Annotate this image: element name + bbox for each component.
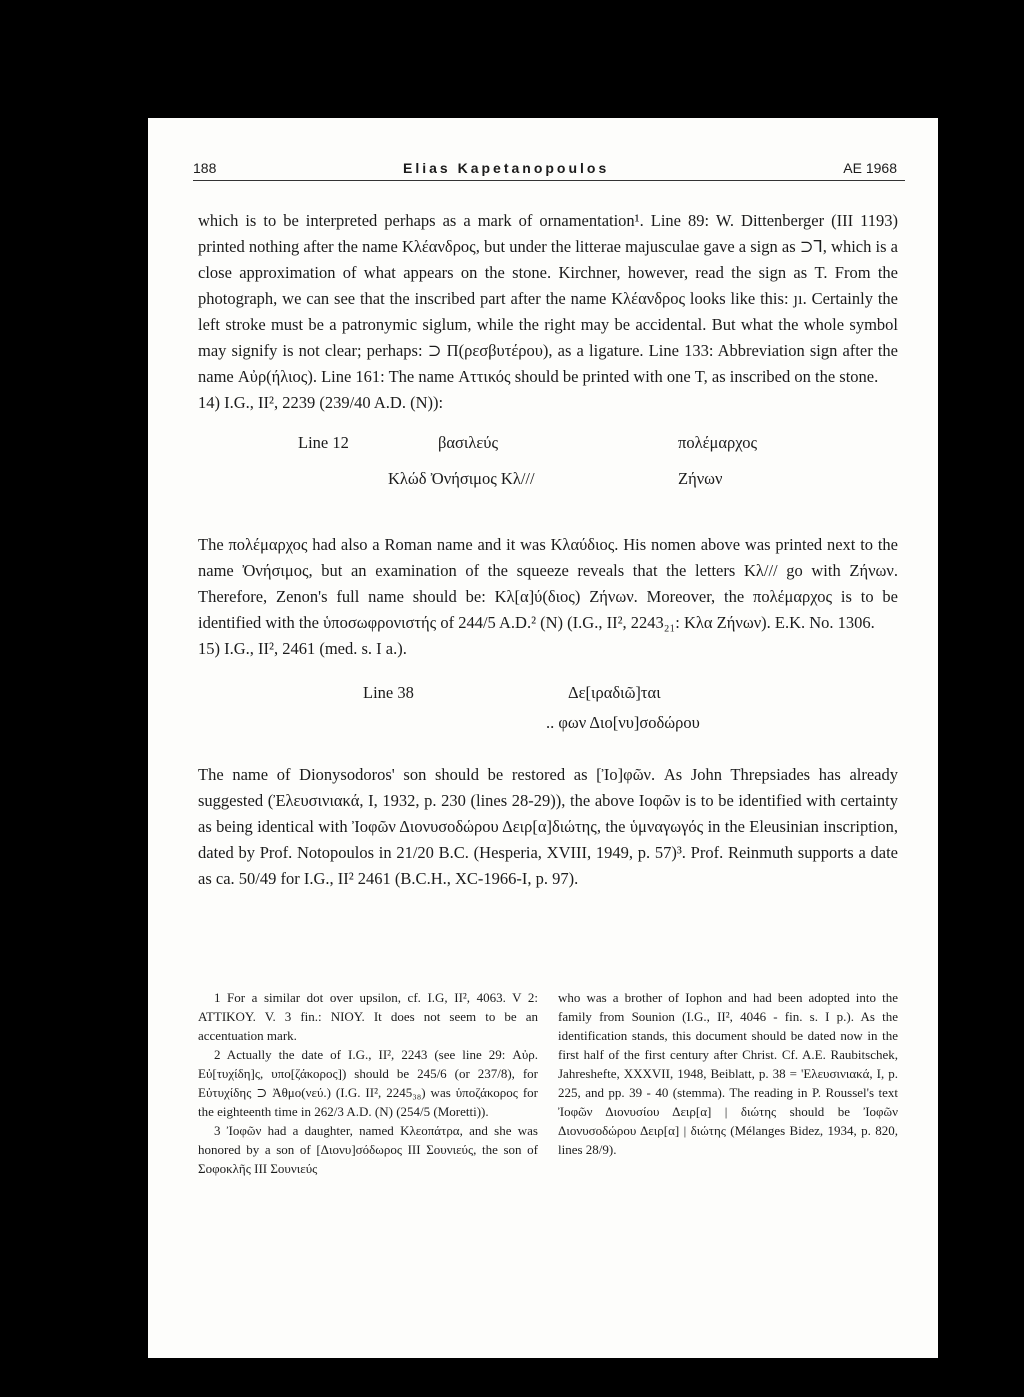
inscription-excerpt-14 xyxy=(198,430,898,510)
running-header xyxy=(193,160,905,181)
main-text xyxy=(198,208,898,892)
journal-page xyxy=(148,118,938,1358)
page-number: 188 xyxy=(193,160,217,176)
line-label: Line 38 xyxy=(363,683,414,702)
paragraph-continued: which is to be interpreted perhaps as a mark of ornamentation¹. Line 89: W. Dittenberger (III 1193) printed nothing after the name Κλέανδρος, but under the litterae majusculae gave a sign as ⊃⅂, which is a close approximation of what appears on the stone. Kirchner, however, read the sign as Τ. From the photograph, we can see that the inscribed part after the name Κλέανδρος looks like this: ȷı. Certainly the left stroke must be a patronymic siglum, while the right may be accidental. But what the whole symbol may signify is not clear; perhaps: ⊃ Π(ρεσβυτέρου), as a ligature. Line 133: Abbreviation sign after the name Αὐρ(ήλιος). Line 161: The name Αττικός should be printed with one Τ, as inscribed on the stone. xyxy=(198,211,898,386)
inscription-text: Ζήνων xyxy=(678,469,723,488)
footnote-2: 2 Actually the date of I.G., II², 2243 (see line 29: Αὐρ. Εὐ[τυχίδη]ς, υπο[ζάκορος]) should be 245/6 (or 237/8), for Εὐτυχίδης ⊃ Ἀθμο(νεύ.) (I.G. II², 2245₃₈) was ὑποζάκορος for the eighteenth time in 262/3 A.D. (N) (254/5 (Moretti)). xyxy=(198,1047,538,1119)
paragraph-polemarchos: The πολέμαρχος had also a Roman name and it was Κλαύδιος. His nomen above was printed next to the name Ὀνήσιμος, but an examination of the squeeze reveals that the letters Κλ/// go with Ζήνων. Therefore, Zenon's full name should be: Κλ[α]ύ(διος) Ζήνων. Moreover, the πολέμαρχος is to be identified with the ὑποσωφρονιστής of 244/5 A.D.² (N) (I.G., II², 2243₂₁: Κλα Ζήνων). E.K. No. 1306. xyxy=(198,535,898,632)
inscription-text: Δε[ιραδιῶ]ται xyxy=(568,683,661,702)
footnote-1: 1 For a similar dot over upsilon, cf. I.G, II², 4063. V 2: ATTIKOY. V. 3 fin.: NIOY. It does not seem to be an accentuation mark. xyxy=(198,990,538,1043)
entry-14-heading: 14) I.G., II², 2239 (239/40 A.D. (N)): xyxy=(198,393,444,412)
paragraph-iophon: The name of Dionysodoros' son should be restored as [Ἰο]φῶν. As John Threpsiades has already suggested (Ἐλευσινιακά, I, 1932, p. 230 (lines 28-29)), the above Ιοφῶν is to be identified with certainty as being identical with Ἰοφῶν Διονυσοδώρου Δειρ[α]διώτης, the ὑμναγωγός in the Eleusinian inscription, dated by Prof. Notopoulos in 21/20 B.C. (Hesperia, XVIII, 1949, p. 57)³. Prof. Reinmuth supports a date as ca. 50/49 for I.G., II² 2461 (B.C.H., XC-1966-I, p. 97). xyxy=(198,765,898,888)
inscription-text: .. φων Διο[νυ]σοδώρου xyxy=(546,713,700,732)
inscription-text: Κλώδ Ὀνήσιμος Κλ/// xyxy=(388,469,535,488)
line-label: Line 12 xyxy=(298,433,349,452)
inscription-text: βασιλεύς xyxy=(438,433,499,452)
footnote-3-continued: who was a brother of Iophon and had been adopted into the family from Sounion (I.G., II², 4046 - fin. s. I p.). As the identification stands, this document should be dated now in the first half of the first century after Christ. Cf. A.E. Raubitschek, Jahreshefte, XXXVII, 1948, Beiblatt, p. 38 = 'Ελευσινιακά, I, p. 225, and pp. 39 - 40 (stemma). The reading in P. Roussel's text Ἰοφῶν Διονυσίου Δειρ[α] | διώτης should be Ἰοφῶν Διονυσοδώρου Δειρ[α] | διώτης (Mélanges Bidez, 1934, p. 820, lines 28/9). xyxy=(558,990,898,1157)
footnotes-left-column xyxy=(198,988,538,1178)
footnote-3: 3 Ἰοφῶν had a daughter, named Κλεοπάτρα, and she was honored by a son of [Διονυ]σόδωρος III Σουνιεύς, the son of Σοφοκλῆς III Σουνιεύς xyxy=(198,1123,538,1176)
inscription-excerpt-15 xyxy=(198,680,898,740)
entry-15-heading: 15) I.G., II², 2461 (med. s. I a.). xyxy=(198,639,407,658)
footnotes-right-column xyxy=(558,988,898,1159)
running-author: Elias Kapetanopoulos xyxy=(403,160,610,176)
journal-reference: AE 1968 xyxy=(843,160,897,176)
inscription-text: πολέμαρχος xyxy=(678,433,757,452)
